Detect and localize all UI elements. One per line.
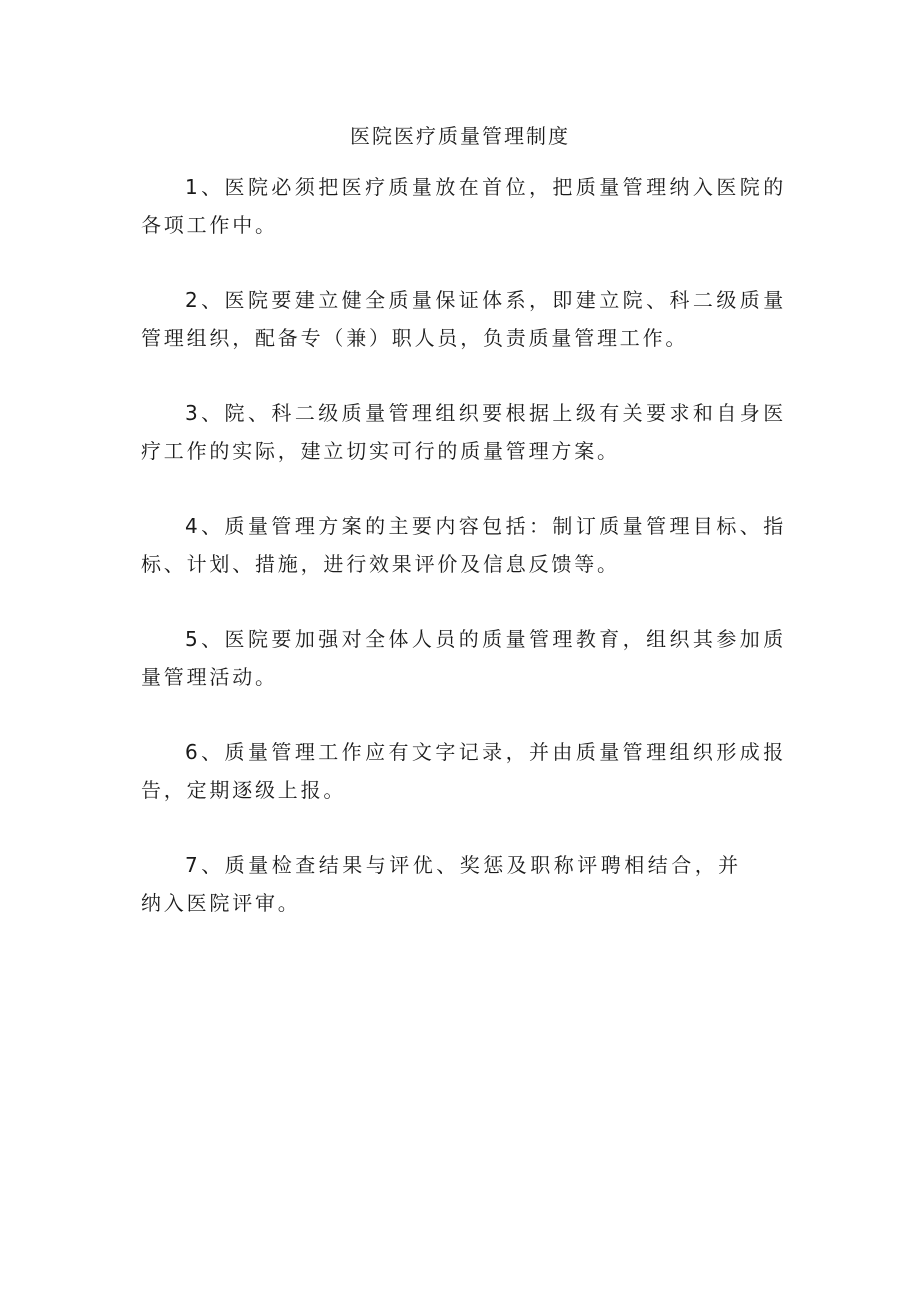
paragraph-7: 7、质量检查结果与评优、奖惩及职称评聘相结合，并纳入医院评审。 [141, 853, 741, 915]
document-title: 医院医疗质量管理制度 [350, 124, 570, 148]
paragraph-2: 2、医院要建立健全质量保证体系，即建立院、科二级质量管理组织，配备专（兼）职人员，负责质量管理工作。 [141, 288, 786, 350]
paragraph-6: 6、质量管理工作应有文字记录，并由质量管理组织形成报告，定期逐级上报。 [141, 740, 786, 802]
paragraph-1: 1、医院必须把医疗质量放在首位，把质量管理纳入医院的各项工作中。 [141, 175, 786, 237]
paragraph-5: 5、医院要加强对全体人员的质量管理教育，组织其参加质量管理活动。 [141, 627, 786, 689]
paragraph-4: 4、质量管理方案的主要内容包括：制订质量管理目标、指标、计划、措施，进行效果评价及信息反馈等。 [141, 514, 786, 576]
document-body [141, 168, 786, 922]
paragraph-3: 3、院、科二级质量管理组织要根据上级有关要求和自身医疗工作的实际，建立切实可行的质量管理方案。 [141, 401, 786, 463]
